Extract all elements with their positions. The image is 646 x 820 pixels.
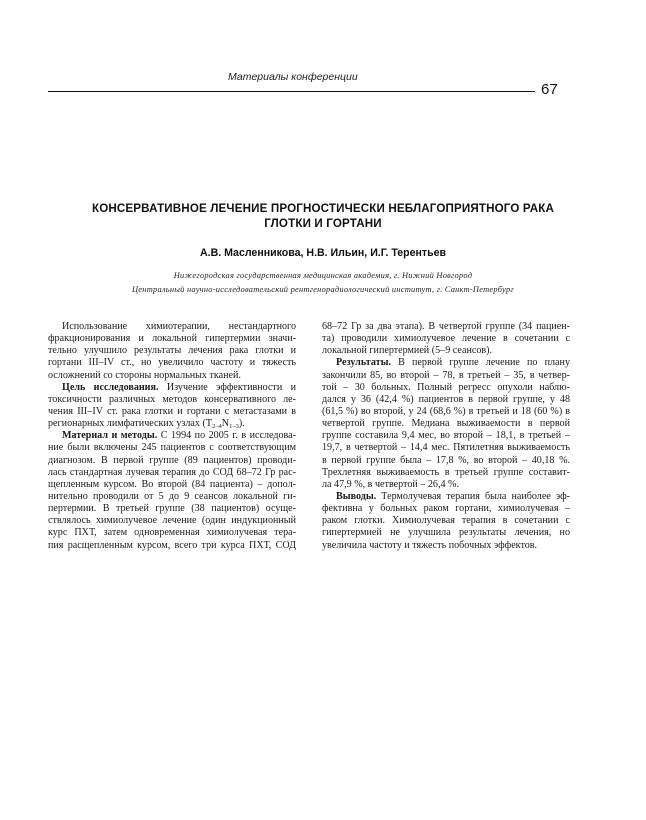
text-line: тельно улучшило результаты лечения рака глотки и <box>48 345 296 357</box>
authors: А.В. Масленникова, Н.В. Ильин, И.Г. Терентьев <box>199 247 447 259</box>
article-title <box>50 201 596 231</box>
text-line: пертермии. В третьей группе (38 пациентов) осуще- <box>48 503 296 515</box>
text-line: увеличила частоту и тяжесть побочных эффектов. <box>322 539 538 551</box>
text-line: Использование химиотерапии, нестандартного <box>62 321 296 332</box>
left-column <box>48 321 296 552</box>
title-line: ГЛОТКИ И ГОРТАНИ <box>264 217 382 230</box>
text-run: С 1994 по 2005 г. в исследова- <box>157 430 296 442</box>
running-title: Материалы конференции <box>228 71 358 83</box>
text-line: 68–72 Гр за два этапа). В четвертой группе (34 пациен- <box>322 321 570 332</box>
text-line: пия расщепленным курсом, всего три курса ПХТ, СОД <box>48 539 296 551</box>
text-line: фракционирования и локальной гипертермии значи- <box>48 333 296 345</box>
text-line: группе составила 9,4 мес, во второй – 18,1, в третьей – <box>322 430 570 442</box>
text-line: гортани III–IV ст., но увеличило частоту и тяжесть <box>48 357 296 369</box>
text-run: ). <box>238 418 245 430</box>
text-line: токсичности различных методов консервативного ле- <box>48 393 296 405</box>
text-run: регионарных лимфатических узлах (T <box>48 418 213 430</box>
text-line: закончили 85, во второй – 78, в третьей – 35, в четвер- <box>322 369 570 381</box>
text-line <box>48 430 296 442</box>
text-line: ла 47,9 %, в четвертой – 26,4 %. <box>322 478 459 490</box>
page-number: 67 <box>541 81 558 98</box>
text-line <box>48 382 296 394</box>
affiliation-line: Центральный научно-исследовательский рентгенорадиологический институт, г. Санкт-Петербург <box>132 285 514 294</box>
text-run: N <box>221 418 230 430</box>
text-line: чения III–IV ст. рака глотки и гортани с метастазами в <box>48 405 296 417</box>
subscript: 1–3 <box>229 423 239 431</box>
affiliations <box>50 269 596 297</box>
subscript: 2–4 <box>212 423 222 431</box>
text-line: дался у 36 (42,4 %) пациентов в первой группе, у 48 <box>322 393 570 405</box>
text-line: та) проводили химиолучевое лечение в сочетании с <box>322 333 570 345</box>
title-line: КОНСЕРВАТИВНОЕ ЛЕЧЕНИЕ ПРОГНОСТИЧЕСКИ НЕБЛАГОПРИЯТНОГО РАКА <box>91 202 555 215</box>
affiliation-line: Нижегородская государственная медицинская академия, г. Нижний Новгород <box>173 271 473 280</box>
text-line: гипертермией не улучшила результаты лечения, но <box>322 527 570 539</box>
text-line: в первой группе была – 17,8 %, во второй – 40,18 %. <box>322 454 570 466</box>
text-line <box>322 491 570 503</box>
text-run: Термолучевая терапия была наиболее эф- <box>376 490 570 502</box>
text-line: фективна у больных раком гортани, химиолучевая – <box>322 503 570 515</box>
aim-heading: Цель исследования. <box>62 381 159 393</box>
text-line <box>322 357 570 369</box>
text-line <box>48 418 296 430</box>
text-line: диагнозом. В первой группе (89 пациентов) проводи- <box>48 454 296 466</box>
conclusions-heading: Выводы. <box>336 490 377 502</box>
methods-heading: Материал и методы. <box>62 430 158 442</box>
header-rule <box>48 91 535 92</box>
text-line: ствлялось химиолучевое лечение (один индукционный <box>48 515 296 527</box>
right-column <box>322 321 570 552</box>
text-line: ние были включены 245 пациентов с соответствующим <box>48 442 296 454</box>
results-heading: Результаты. <box>336 357 391 369</box>
text-line: локальной гипертермией (5–9 сеансов). <box>322 345 493 357</box>
text-line: осложнений со стороны нормальных тканей. <box>48 369 241 381</box>
text-line: четвертой группе. Медиана выживаемости в первой <box>322 418 570 430</box>
text-line: лась стандартная лучевая терапия до СОД 68–72 Гр рас- <box>48 466 296 478</box>
text-line: щепленным курсом. Во второй (84 пациента) – допол- <box>48 478 296 490</box>
text-run: В первой группе лечение по плану <box>391 357 570 369</box>
text-line: нительно проводили от 5 до 9 сеансов локальной ги- <box>48 490 296 502</box>
text-line: раком глотки. Химиолучевая терапия в сочетании с <box>322 515 570 527</box>
text-run: Изучение эффективности и <box>158 381 296 393</box>
text-line: той – 30 больных. Полный регресс опухоли наблю- <box>322 381 570 393</box>
text-line: (61,5 %) во второй, у 24 (68,6 %) в третьей и 18 (60 %) в <box>322 405 570 417</box>
text-line: 19,7, в четвертой – 14,4 мес. Пятилетняя выживаемость <box>322 442 570 454</box>
text-line: Трехлетняя выживаемость в третьей группе составит- <box>322 466 570 478</box>
text-line: курс ПХТ, затем одновременная химиолучевая тера- <box>48 527 296 539</box>
